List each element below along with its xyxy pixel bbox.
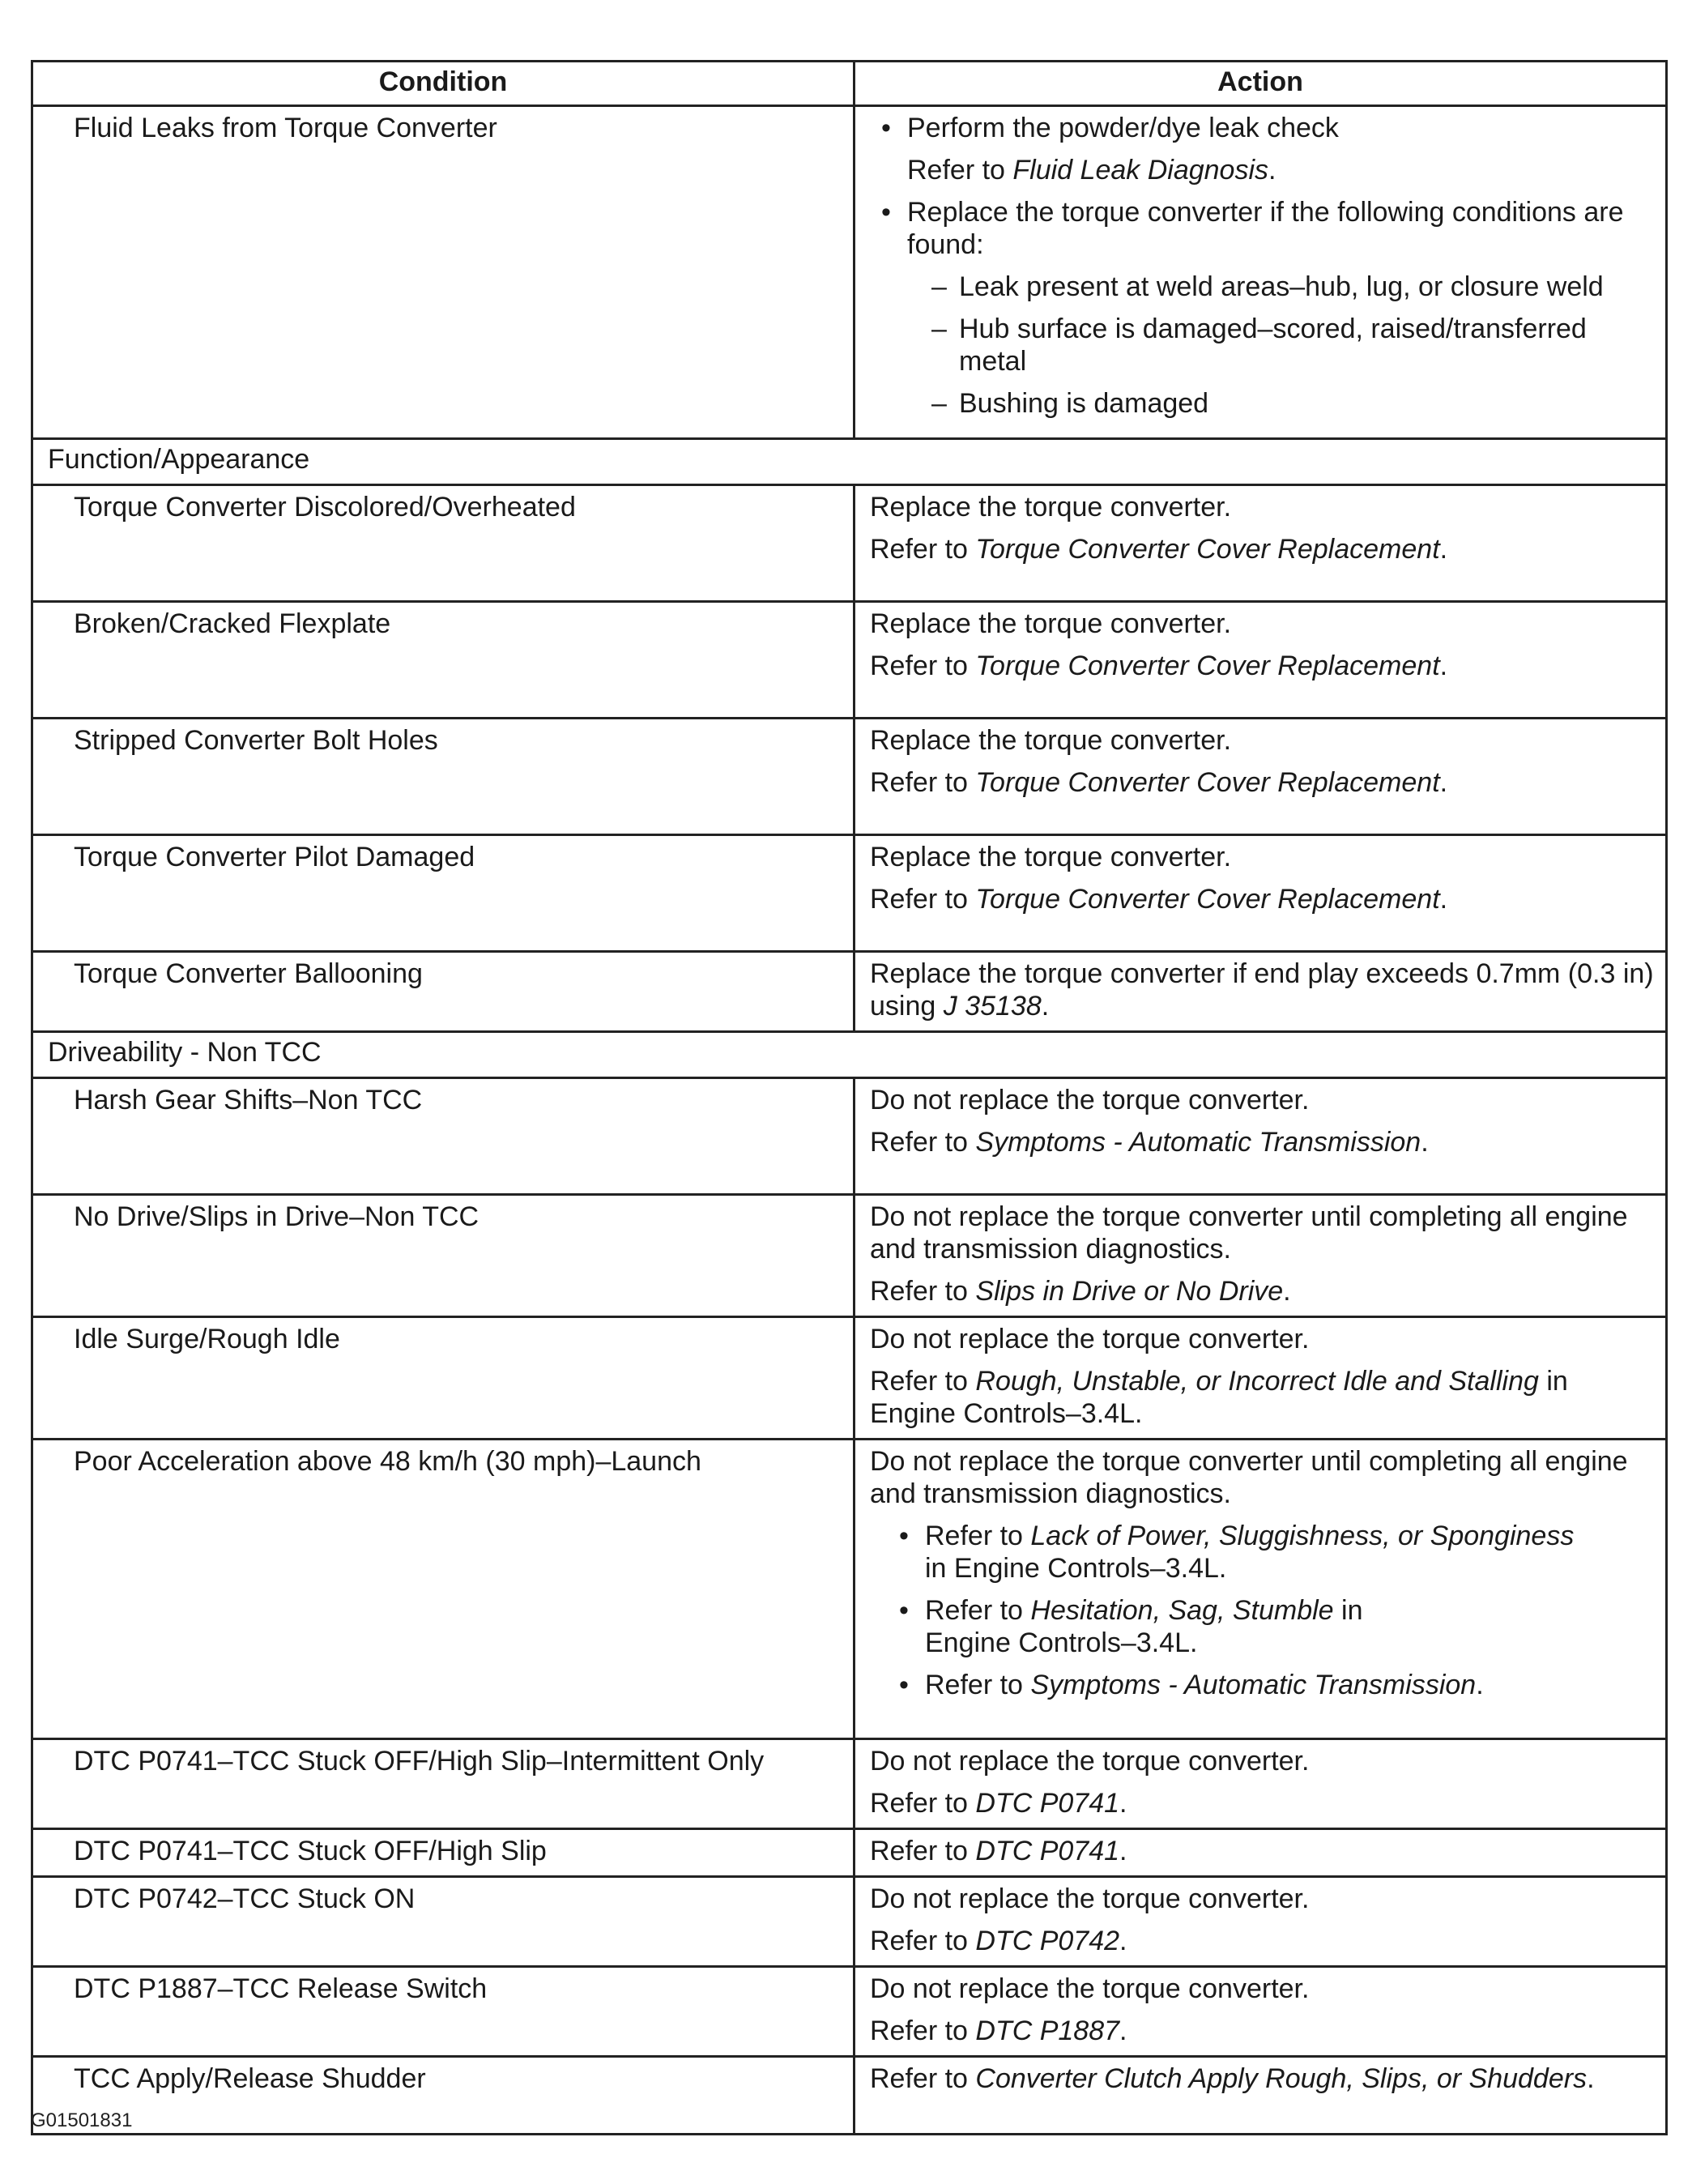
ref-suffix: . <box>1119 1788 1127 1819</box>
reference-line <box>870 650 1657 682</box>
diagnostic-table-container <box>31 60 1665 2135</box>
ref-suffix: . <box>1268 155 1276 186</box>
action-cell <box>855 485 1667 602</box>
condition-text: Harsh Gear Shifts–Non TCC <box>74 1085 423 1115</box>
condition-cell <box>32 1440 855 1739</box>
bullet-symbol: • <box>899 1595 909 1626</box>
ref-suffix: . <box>1476 1670 1484 1700</box>
condition-dash-item <box>870 313 1657 378</box>
bullet-symbol: • <box>881 113 891 143</box>
condition-text: Fluid Leaks from Torque Converter <box>74 113 497 143</box>
dash-symbol: – <box>931 388 947 419</box>
reference-link[interactable]: DTC P1887 <box>975 2016 1120 2046</box>
ref-suffix: . <box>1439 534 1448 565</box>
ref-prefix: Refer to <box>870 1926 976 1956</box>
ref-prefix: Refer to <box>925 1521 1031 1551</box>
section-heading: Function/Appearance <box>32 439 1667 485</box>
action-cell <box>855 1739 1667 1829</box>
condition-cell <box>32 1195 855 1317</box>
action-text: Perform the powder/dye leak check <box>907 113 1339 143</box>
reference-link[interactable]: Fluid Leak Diagnosis <box>1012 155 1269 186</box>
dash-symbol: – <box>931 314 947 344</box>
ref-suffix: . <box>1439 767 1448 798</box>
condition-text: No Drive/Slips in Drive–Non TCC <box>74 1201 479 1232</box>
condition-text: Poor Acceleration above 48 km/h (30 mph)–Launch <box>74 1446 701 1477</box>
reference-line <box>870 154 1657 186</box>
ref-suffix: . <box>1283 1276 1291 1307</box>
ref-suffix: in Engine Controls–3.4L. <box>925 1553 1227 1584</box>
condition-cell <box>32 835 855 952</box>
table-row <box>32 1078 1667 1195</box>
condition-dash-item <box>870 271 1657 303</box>
action-text: Do not replace the torque converter. <box>870 1883 1310 1914</box>
ref-suffix: . <box>1587 2063 1595 2094</box>
condition-cell <box>32 1078 855 1195</box>
condition-cell <box>32 106 855 439</box>
reference-line <box>870 1126 1657 1158</box>
reference-line <box>870 533 1657 565</box>
condition-cell <box>32 1317 855 1440</box>
condition-cell <box>32 1967 855 2057</box>
reference-line <box>870 1835 1657 1867</box>
table-row <box>32 602 1667 719</box>
condition-text: Torque Converter Pilot Damaged <box>74 842 475 872</box>
condition-cell <box>32 1829 855 1877</box>
table-row <box>32 1829 1667 1877</box>
table-row <box>32 1967 1667 2057</box>
condition-text: DTC P0741–TCC Stuck OFF/High Slip <box>74 1836 547 1866</box>
condition-text: DTC P0742–TCC Stuck ON <box>74 1883 416 1914</box>
action-prefix: Replace the torque converter if end play exceeds 0.7mm (0.3 in) using <box>870 958 1654 1022</box>
reference-link[interactable]: Torque Converter Cover Replacement <box>975 884 1440 915</box>
reference-link[interactable]: Torque Converter Cover Replacement <box>975 534 1440 565</box>
action-text: Replace the torque converter. <box>870 725 1232 756</box>
reference-link[interactable]: Converter Clutch Apply Rough, Slips, or Shudders <box>975 2063 1588 2094</box>
action-text: Do not replace the torque converter until completing all engine and transmission diagnostics. <box>870 1201 1628 1265</box>
condition-dash-item <box>870 387 1657 420</box>
action-cell <box>855 1317 1667 1440</box>
ref-suffix: . <box>1439 651 1448 681</box>
reference-link[interactable]: Lack of Power, Sluggishness, or Sponginess <box>1030 1521 1575 1551</box>
action-text: Replace the torque converter. <box>870 492 1232 523</box>
ref-prefix: Refer to <box>870 1788 976 1819</box>
ref-suffix: in Engine Controls–3.4L. <box>870 1366 1568 1429</box>
table-row <box>32 2057 1667 2135</box>
table-row <box>32 106 1667 439</box>
ref-prefix: Refer to <box>870 1276 976 1307</box>
table-row <box>32 1317 1667 1440</box>
table-row <box>32 719 1667 835</box>
reference-line <box>870 766 1657 799</box>
action-text: Replace the torque converter if the following conditions are found: <box>907 197 1624 260</box>
condition-text: DTC P1887–TCC Release Switch <box>74 1973 488 2004</box>
action-cell <box>855 1967 1667 2057</box>
bullet-symbol: • <box>899 1521 909 1551</box>
action-text: Do not replace the torque converter until completing all engine and transmission diagnostics. <box>870 1446 1628 1509</box>
reference-line <box>870 1925 1657 1957</box>
ref-prefix: Refer to <box>870 534 976 565</box>
action-bullet <box>870 196 1657 261</box>
ref-prefix: Refer to <box>870 2016 976 2046</box>
reference-link[interactable]: Hesitation, Sag, Stumble <box>1030 1595 1334 1626</box>
dash-text: Leak present at weld areas–hub, lug, or closure weld <box>959 271 1604 302</box>
action-text: Do not replace the torque converter. <box>870 1085 1310 1115</box>
reference-link[interactable]: DTC P0741 <box>975 1836 1120 1866</box>
condition-text: Torque Converter Ballooning <box>74 958 423 989</box>
figure-id: G01501831 <box>31 2109 133 2131</box>
ref-prefix: Refer to <box>870 651 976 681</box>
ref-prefix: Refer to <box>925 1595 1031 1626</box>
action-cell <box>855 2057 1667 2135</box>
condition-cell <box>32 2057 855 2135</box>
ref-prefix: Refer to <box>870 2063 976 2094</box>
action-text <box>870 958 1657 1022</box>
dash-symbol: – <box>931 271 947 302</box>
action-suffix: . <box>1041 991 1050 1022</box>
action-cell <box>855 952 1667 1032</box>
bullet-symbol: • <box>881 197 891 228</box>
section-row <box>32 1032 1667 1078</box>
reference-line <box>870 2015 1657 2047</box>
action-cell <box>855 602 1667 719</box>
condition-cell <box>32 1739 855 1829</box>
reference-line <box>870 1787 1657 1819</box>
action-text: Do not replace the torque converter. <box>870 1324 1310 1354</box>
action-text: Do not replace the torque converter. <box>870 1746 1310 1777</box>
condition-text: TCC Apply/Release Shudder <box>74 2063 426 2094</box>
condition-cell <box>32 1877 855 1967</box>
action-text: Replace the torque converter. <box>870 842 1232 872</box>
reference-line <box>870 1365 1657 1430</box>
action-cell <box>855 835 1667 952</box>
action-text: Replace the torque converter. <box>870 608 1232 639</box>
action-cell <box>855 106 1667 439</box>
action-cell <box>855 1440 1667 1739</box>
action-cell <box>855 719 1667 835</box>
ref-prefix: Refer to <box>925 1670 1031 1700</box>
ref-prefix: Refer to <box>870 767 976 798</box>
ref-mid: in <box>1333 1595 1363 1626</box>
reference-link[interactable]: DTC P0741 <box>975 1788 1120 1819</box>
ref-prefix: Refer to <box>907 155 1013 186</box>
table-row <box>32 485 1667 602</box>
reference-link[interactable]: Symptoms - Automatic Transmission <box>975 1127 1421 1158</box>
ref-prefix: Refer to <box>870 1127 976 1158</box>
reference-line <box>870 883 1657 915</box>
action-cell <box>855 1829 1667 1877</box>
action-cell <box>855 1078 1667 1195</box>
reference-line <box>870 1275 1657 1307</box>
section-row <box>32 439 1667 485</box>
dash-text: Hub surface is damaged–scored, raised/transferred metal <box>959 314 1587 377</box>
ref-suffix: . <box>1119 1836 1127 1866</box>
action-bullet <box>870 112 1657 144</box>
ref-suffix: Engine Controls–3.4L. <box>925 1627 1198 1658</box>
action-bullet <box>870 1520 1657 1585</box>
bullet-symbol: • <box>899 1670 909 1700</box>
reference-link[interactable]: Rough, Unstable, or Incorrect Idle and Stalling <box>975 1366 1539 1397</box>
reference-line <box>870 2062 1657 2095</box>
ref-suffix: . <box>1421 1127 1429 1158</box>
ref-suffix: . <box>1119 2016 1127 2046</box>
action-cell <box>855 1195 1667 1317</box>
dash-text: Bushing is damaged <box>959 388 1209 419</box>
reference-link[interactable]: Torque Converter Cover Replacement <box>975 651 1440 681</box>
reference-link[interactable]: Torque Converter Cover Replacement <box>975 767 1440 798</box>
table-row <box>32 1195 1667 1317</box>
condition-text: Torque Converter Discolored/Overheated <box>74 492 576 523</box>
ref-prefix: Refer to <box>870 1366 976 1397</box>
ref-suffix: . <box>1439 884 1448 915</box>
condition-cell <box>32 952 855 1032</box>
table-row <box>32 835 1667 952</box>
condition-text: DTC P0741–TCC Stuck OFF/High Slip–Intermittent Only <box>74 1746 765 1777</box>
table-row <box>32 1440 1667 1739</box>
condition-text: Broken/Cracked Flexplate <box>74 608 391 639</box>
condition-text: Idle Surge/Rough Idle <box>74 1324 340 1354</box>
action-cell <box>855 1877 1667 1967</box>
ref-prefix: Refer to <box>870 884 976 915</box>
diagnostic-table <box>31 60 1668 2135</box>
table-row <box>32 952 1667 1032</box>
ref-suffix: . <box>1119 1926 1127 1956</box>
action-header: Action <box>855 62 1667 106</box>
action-bullet <box>870 1669 1657 1701</box>
table-header-row <box>32 62 1667 106</box>
tool-reference[interactable]: J 35138 <box>943 991 1042 1022</box>
condition-header: Condition <box>32 62 855 106</box>
table-row <box>32 1739 1667 1829</box>
reference-link[interactable]: DTC P0742 <box>975 1926 1120 1956</box>
condition-cell <box>32 719 855 835</box>
ref-prefix: Refer to <box>870 1836 976 1866</box>
section-heading: Driveability - Non TCC <box>32 1032 1667 1078</box>
action-text: Do not replace the torque converter. <box>870 1973 1310 2004</box>
condition-cell <box>32 602 855 719</box>
condition-text: Stripped Converter Bolt Holes <box>74 725 438 756</box>
table-row <box>32 1877 1667 1967</box>
action-bullet <box>870 1594 1657 1659</box>
condition-cell <box>32 485 855 602</box>
reference-link[interactable]: Slips in Drive or No Drive <box>975 1276 1284 1307</box>
reference-link[interactable]: Symptoms - Automatic Transmission <box>1030 1670 1477 1700</box>
